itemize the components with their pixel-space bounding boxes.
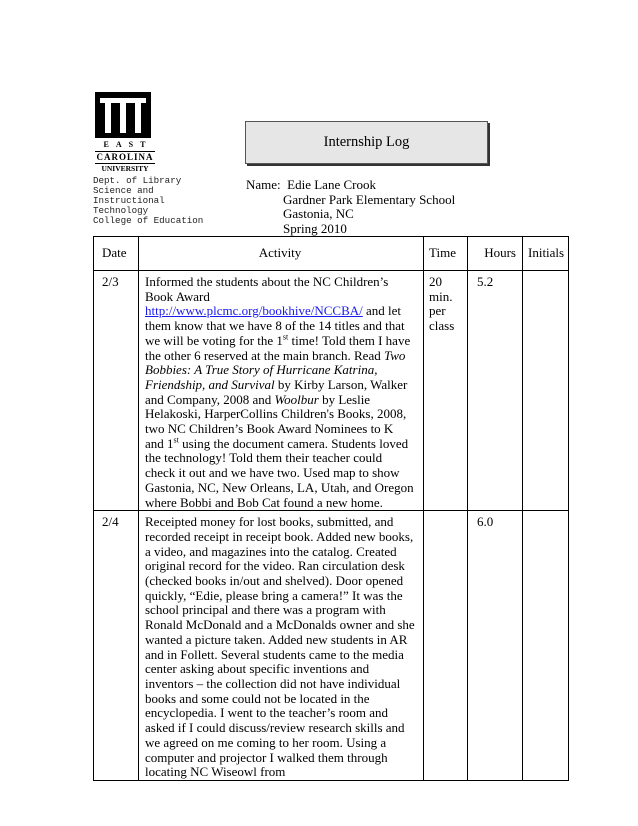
dept-line: Science and [93, 185, 154, 196]
activity-text: and let them know that we have 8 of the 14 titles and that we will be voting for the 1 [145, 303, 405, 348]
header-date: Date [94, 237, 139, 271]
row-time [424, 511, 468, 781]
activity-text: by Kirby Larson, Walker and Company, 2008 and [145, 376, 408, 407]
row-initials [523, 511, 569, 781]
dept-line: College of Education [93, 215, 204, 226]
activity-text: Informed the students about the NC Children’s Book Award [145, 274, 389, 304]
row-time [424, 271, 468, 511]
row-initials [523, 271, 569, 511]
time-line: per [429, 303, 446, 319]
activity-link[interactable]: http://www.plcmc.org/bookhive/NCCBA/ [145, 303, 363, 319]
term: Spring 2010 [283, 221, 347, 237]
student-name: Edie Lane Crook [287, 177, 376, 192]
activity-text: by Leslie Helakoski, HarperCollins Children's Books, 2008, two NC Children’s Book Award Nominees to K and 1 [145, 391, 407, 451]
dept-line: Technology [93, 205, 149, 216]
activity-superscript: st [282, 332, 289, 342]
row-hours: 5.2 [468, 271, 523, 511]
header-hours: Hours [468, 237, 523, 271]
activity-text: time! Told them I have the other 6 reserved at the main branch. Read [145, 332, 411, 363]
header-time: Time [424, 237, 468, 271]
activity-text: Receipted money for lost books, submitted, and recorded receipt in receipt book. Added new books, a video, and magazines into the catalog. Created original record for the video. Ran circulation desk (checked books in/out and shelved). Door opened quickly, “Edie, please bring a camera!” It was the school principal and there was a program with Ronald McDonald and a McDonalds owner and she wanted a picture taken. Added new students in AR and in Follett. Several students came to the media center asking about specific inventions and inventors – the collection did not have individual books and some could not be located in the encyclopedia. I went to the teacher’s room and asked if I could discuss/review research skills and we agreed on me coming to her room. Using a computer and projector I walked them through locating NC Wiseowl from [145, 514, 415, 780]
student-info [246, 178, 455, 237]
dept-line: Dept. of Library [93, 175, 182, 186]
name-label: Name: [246, 177, 281, 192]
ecu-logo [95, 92, 155, 173]
table-row [94, 271, 569, 511]
row-hours: 6.0 [468, 511, 523, 781]
document-title: Internship Log [245, 121, 488, 164]
row-date: 2/4 [94, 511, 139, 781]
logo-carolina-text: CAROLINA [96, 152, 154, 162]
row-activity [139, 271, 424, 511]
log-table [93, 236, 569, 781]
activity-text: using the document camera. Students loved the technology! Told them their teacher could check it out and we have two. Used map to show Gastonia, NC, New Orleans, LA, Utah, and Oregon where Bobbi and Bob Cat found a new home. [145, 435, 414, 510]
dept-line: Instructional [93, 195, 165, 206]
time-line: min. [429, 288, 453, 304]
activity-book-title: Woolbur [274, 391, 319, 407]
time-line: class [429, 318, 455, 334]
header-activity: Activity [139, 237, 424, 271]
logo-university-text: UNIVERSITY [101, 164, 149, 173]
time-line: 20 [429, 274, 442, 289]
table-header-row [94, 237, 569, 271]
school-location: Gastonia, NC [283, 206, 354, 222]
activity-superscript: st [173, 435, 179, 445]
row-date: 2/3 [94, 271, 139, 511]
activity-book-title: Two Bobbies: A True Story of Hurricane Katrina, Friendship, and Survival [145, 347, 406, 392]
header-initials: Initials [523, 237, 569, 271]
school-name: Gardner Park Elementary School [283, 191, 456, 207]
row-activity [139, 511, 424, 781]
table-row [94, 511, 569, 781]
department-block [93, 176, 203, 226]
ecu-emblem-icon [95, 92, 151, 138]
logo-east-text: EAST [103, 140, 153, 149]
